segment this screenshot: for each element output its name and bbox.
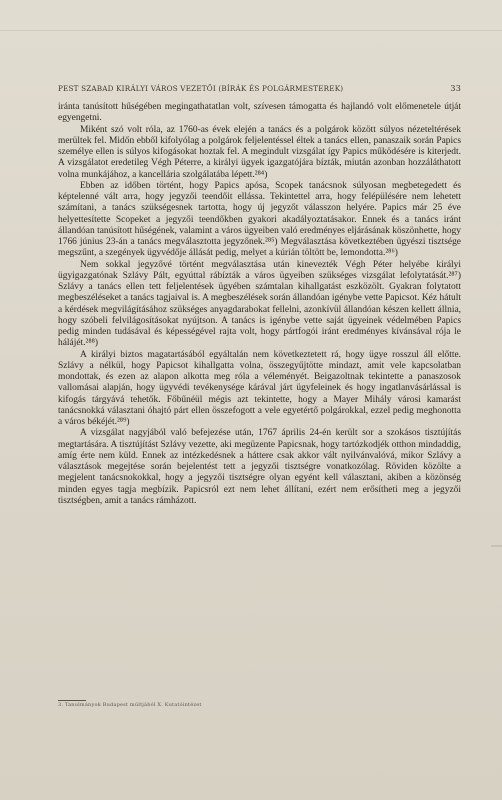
paper-texture xyxy=(0,30,502,31)
paragraph: Ebben az időben történt, hogy Papics apósa, Scopek tanácsnok súlyosan megbetegedett és képtelenné vált arra, hogy jegyzői teendőit ellássa. Tekintettel arra, hogy felépülésére nem lehetett számítani, a tanács szükségesnek tartotta, hogy új jegyzőt válasszon helyére. Papics már 25 éve helyettesítette Scopeket a jegyzői teendőkben gyakori akadályoztatásakor. Ennek és a tanács iránt állandóan tanúsított hűségének, valamint a város ügyeiben való eredményes eljárásának köszönhette, hogy 1766 június 23-án a tanács megválasztotta jegyzőnek.²⁸⁵) Megválasztása következtében ügyészi tisztsége megszűnt, a szegények ügyvédője állását pedig, melyet a kúrián töltött be, lemondotta.²⁸⁶) xyxy=(58,180,461,259)
running-header xyxy=(58,84,461,93)
paragraph: A királyi biztos magatartásából egyáltalán nem következtetett rá, hogy ügye rosszul áll előtte. Szlávy a nélkül, hogy Papicsot kihallgatta volna, összegyűjtötte mindazt, amit vele kapcsolatban mondottak, és ezen az alapon alkotta meg róla a véleményét. Beigazoltnak tekintette a panaszosok vallomásai alapján, hogy ügyvédi tevékenysége kárával járt ügyfeleinek és hogy ingatlanvásárlással is kifogás tárgyává tehetők. Főbűnéül mégis azt tekintette, hogy a Mayer Mihály városi kamarást tanácsnokká választani óhajtó párt ellen összefogott a vele egyetértő polgárokkal, ezzel pedig meghonotta a város békéjét.²⁸⁹) xyxy=(58,349,461,427)
page-edge-mark xyxy=(491,545,502,547)
page-number: 33 xyxy=(450,84,461,93)
paragraph: Miként szó volt róla, az 1760-as évek elején a tanács és a polgárok között súlyos nézeteltérések merültek fel. Midőn ebből kifolyólag a polgárok feljelentéssel éltek a tanács ellen, panaszaik során Papics személye ellen is súlyos kifogásokat hoztak fel. A megindult vizsgálat így Papics működésére is kiterjedt. A vizsgálatot eredetileg Végh Péterre, a királyi ügyek igazgatójára bízták, miután azonban hozzáláthatott volna munkájához, a kancellária szolgálatába lépett.²⁸⁴) xyxy=(58,124,461,180)
footnote-divider xyxy=(58,700,86,701)
paragraph: A vizsgálat nagyjából való befejezése után, 1767 április 24-én került sor a szokásos tisztújítás megtartására. A tisztújítást Szlávy vezette, aki megüzente Papicsnak, hogy tartózkodjék otthon mindaddig, amíg érte nem küld. Ennek az intézkedésnek a hátterе csak akkor vált nyilvánvalóvá, mikor Szlávy a választások megejtése során bejelentést tett a jegyzői tisztségre vonatkozólag. Röviden közölte a megjelent tanácsnokokkal, hogy a jegyzői tisztségre olyan egyént kell választani, akiben a közönség minden egyes tagja megbízik. Papicsról ezt nem lehet állítani, ezért nem erősítheti meg a jegyzői tisztségben, amit a tanács rámházott. xyxy=(58,428,461,506)
running-title: PEST SZABAD KIRÁLYI VÁROS VEZETŐI (BÍRÁK ÉS POLGÁRMESTEREK) xyxy=(58,84,344,93)
body-text xyxy=(58,102,461,507)
footnote-line: 3. Tanulmányok Budapest múltjából X. Kutatóintézet xyxy=(58,702,202,708)
paragraph: Nem sokkal jegyzővé történt megválasztása után kinevezték Végh Péter helyébe királyi ügyigazgatónak Szlávy Pált, egyúttal rábízták a város ügyeiben szükséges vizsgálat lefolytatását.²⁸⁷) Szlávy a tanács ellen tett feljelentések ügyében számtalan kihallgatást eszközölt. Gyakran folytatott megbeszéléseket a tanács tagjaival is. A megbeszélések során állandóan igénybe vette Papicsot. Kéz hátult a kérdések megvilágításához szükséges anyagdarabokat fellelni, azonkívül állandóan készen kellett állnia, hogy szóbeli felvilágosításokat nyújtson. A tanács is igénybe vette saját ügyeinek védelmében Papics pedig minden tudásával és képességével rajta volt, hogy pártfogói iránt eredményes kívánsával rója le hálájét.²⁸⁸) xyxy=(58,259,461,349)
paragraph: iránta tanúsított hűségében megingathatatlan volt, szívesen támogatta és hajlandó volt előmenetele útját egyengetni. xyxy=(58,102,461,124)
